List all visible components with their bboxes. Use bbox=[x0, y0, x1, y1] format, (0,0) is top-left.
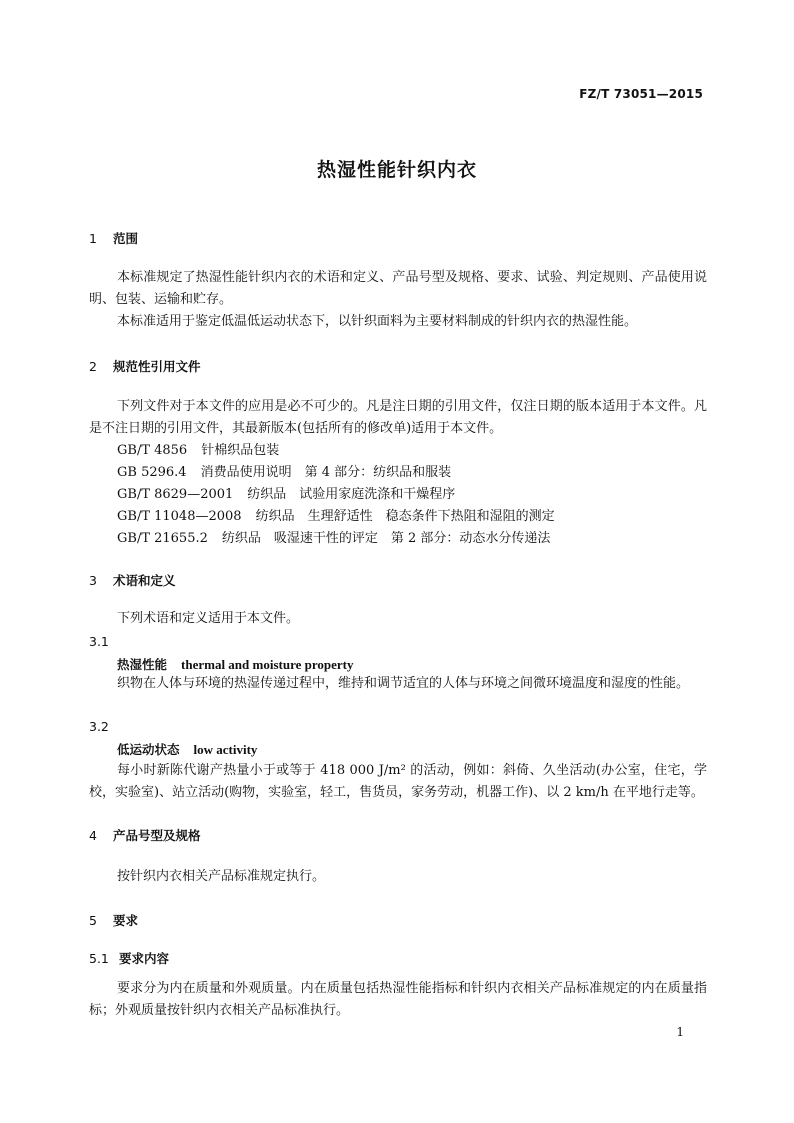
standard-number: FZ/T 73051—2015 bbox=[579, 87, 703, 101]
section-heading-4 bbox=[89, 826, 201, 844]
term-heading bbox=[117, 655, 354, 673]
term-definition: 织物在人体与环境的热湿传递过程中，维持和调节适宜的人体与环境之间微环境温度和湿度的性能。 bbox=[117, 676, 690, 691]
paragraph: 本标准规定了热湿性能针织内衣的术语和定义、产品号型及规格、要求、试验、判定规则、产品使用说明、包装、运输和贮存。 bbox=[89, 270, 707, 307]
section-title: 范围 bbox=[113, 231, 139, 246]
reference-code: GB 5296.4 bbox=[117, 465, 187, 480]
paragraph: 要求分为内在质量和外观质量。内在质量包括热湿性能指标和针织内衣相关产品标准规定的内在质量指标；外观质量按针织内衣相关产品标准执行。 bbox=[89, 981, 707, 1018]
paragraph: 下列文件对于本文件的应用是必不可少的。凡是注日期的引用文件，仅注日期的版本适用于本文件。凡是不注日期的引用文件，其最新版本(包括所有的修改单)适用于本文件。 bbox=[89, 399, 707, 436]
term-en: low activity bbox=[193, 742, 258, 757]
paragraph: 本标准适用于鉴定低温低运动状态下，以针织面料为主要材料制成的针织内衣的热湿性能。 bbox=[117, 314, 638, 329]
reference-code: GB/T 4856 bbox=[117, 443, 188, 458]
page-number: 1 bbox=[676, 1025, 684, 1039]
term-en: thermal and moisture property bbox=[181, 657, 354, 672]
reference-code: GB/T 21655.2 bbox=[117, 531, 208, 546]
section-number: 2 bbox=[89, 359, 97, 374]
section-heading-2 bbox=[89, 357, 201, 375]
subsection-heading-5-1 bbox=[89, 949, 169, 967]
paragraph: 下列术语和定义适用于本文件。 bbox=[117, 611, 300, 626]
reference-item bbox=[117, 506, 555, 528]
section-title: 规范性引用文件 bbox=[113, 359, 201, 374]
term-number: 3.1 bbox=[89, 634, 109, 649]
term-heading bbox=[117, 740, 257, 758]
section-heading-5 bbox=[89, 911, 138, 929]
subsection-number: 5.1 bbox=[89, 951, 109, 966]
subsection-title: 要求内容 bbox=[119, 951, 170, 966]
reference-name: 纺织品 生理舒适性 稳态条件下热阻和湿阻的测定 bbox=[255, 509, 555, 524]
reference-name: 针棉织品包装 bbox=[201, 443, 280, 458]
term-zh: 热湿性能 bbox=[117, 657, 168, 672]
term-number: 3.2 bbox=[89, 719, 109, 734]
reference-item bbox=[117, 462, 451, 484]
reference-item bbox=[117, 484, 455, 506]
reference-name: 纺织品 试验用家庭洗涤和干燥程序 bbox=[247, 487, 456, 502]
section-title: 产品号型及规格 bbox=[113, 828, 201, 843]
term-definition: 每小时新陈代谢产热量小于或等于 418 000 J/m² 的活动，例如：斜倚、久坐活动(办公室，住宅，学校，实验室)、站立活动(购物，实验室，轻工，售货员，家务劳动，机器工作)、以 2 km/h 在平地行走等。 bbox=[89, 763, 707, 800]
reference-name: 消费品使用说明 第 4 部分：纺织品和服装 bbox=[200, 465, 452, 480]
reference-code: GB/T 8629—2001 bbox=[117, 487, 234, 502]
reference-item bbox=[117, 528, 550, 550]
section-number: 5 bbox=[89, 913, 97, 928]
reference-name: 纺织品 吸湿速干性的评定 第 2 部分：动态水分传递法 bbox=[221, 531, 551, 546]
reference-code: GB/T 11048—2008 bbox=[117, 509, 242, 524]
document-title: 热湿性能针织内衣 bbox=[316, 159, 477, 181]
section-number: 1 bbox=[89, 231, 97, 246]
paragraph: 按针织内衣相关产品标准规定执行。 bbox=[117, 869, 326, 884]
section-title: 术语和定义 bbox=[113, 573, 176, 588]
term-zh: 低运动状态 bbox=[117, 742, 180, 757]
section-heading-1 bbox=[89, 229, 138, 247]
reference-item bbox=[117, 440, 279, 462]
section-title: 要求 bbox=[113, 913, 139, 928]
section-number: 4 bbox=[89, 828, 97, 843]
section-number: 3 bbox=[89, 573, 97, 588]
section-heading-3 bbox=[89, 571, 176, 589]
